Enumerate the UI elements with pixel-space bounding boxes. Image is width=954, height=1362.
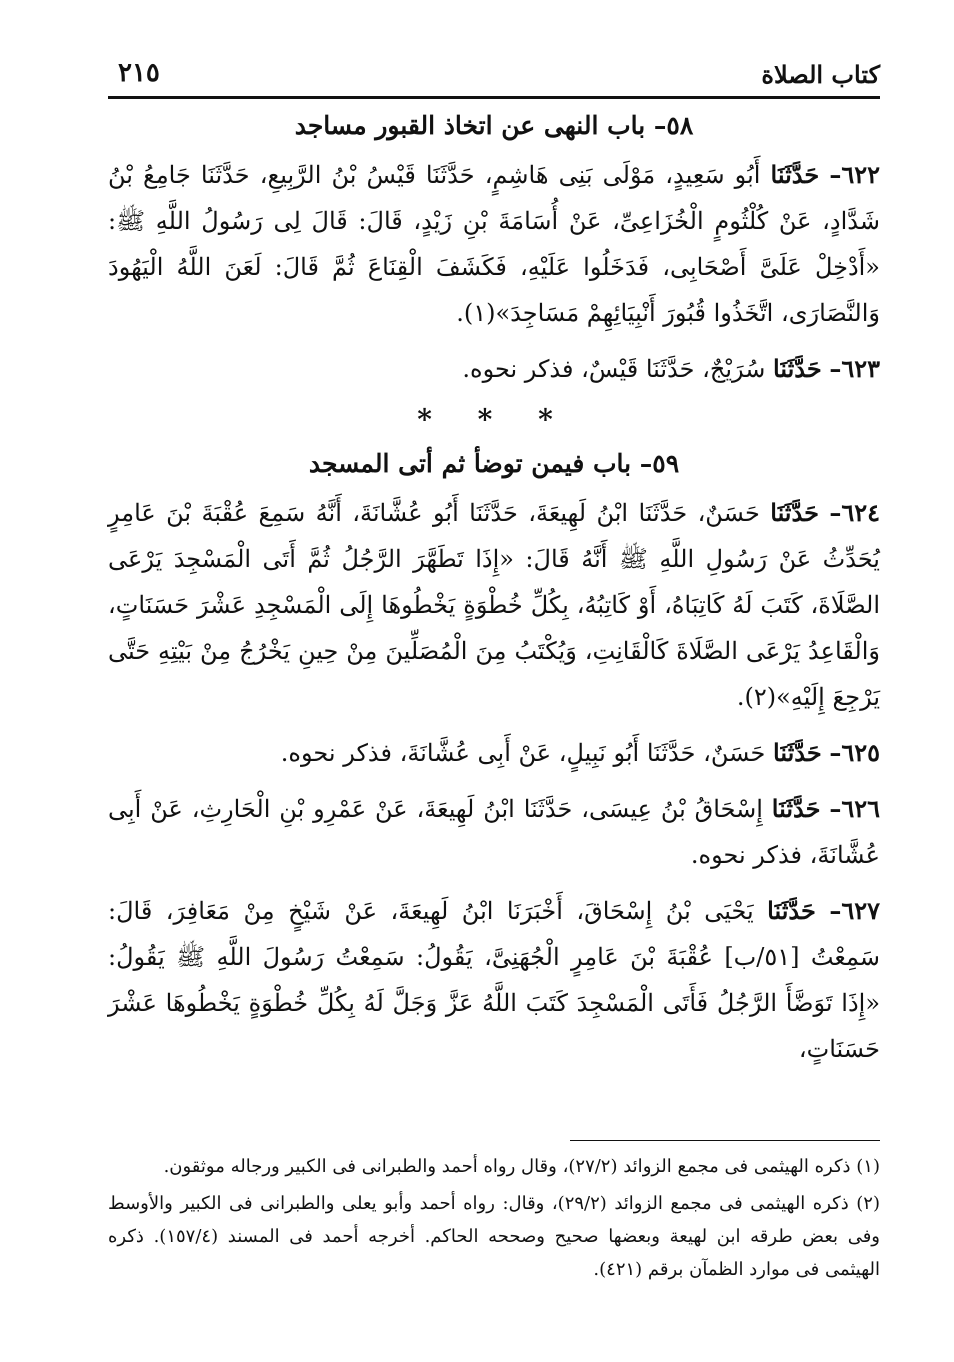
page-number: ٢١٥: [118, 58, 160, 88]
section-separator: * * *: [417, 403, 571, 436]
hadith-number: ٦٢٣–: [829, 354, 880, 383]
footnotes: [108, 1150, 880, 1290]
chain-opener: حَدَّثَنَا: [771, 794, 821, 823]
hadith-627: [108, 888, 880, 1072]
hadith-text: يَحْيَى بْنُ إِسْحَاقَ، أَخْبَرَنَا ابْنُ لَهِيعَةَ، عَنْ شَيْخٍ مِنْ مَعَافِرَ، قَالَ: سَمِعْتُ [٥١/ب] عُقْبَةَ بْنَ عَامِرٍ الْجُهَنِىَّ، يَقُولُ: سَمِعْتُ رَسُولَ اللَّهِ ﷺ يَقُولُ: «إِذَا تَوَضَّأَ الرَّجُلُ فَأَتَى الْمَسْجِدَ كَتَبَ اللَّهُ عَزَّ وَجَلَّ لَهُ بِكُلِّ خُطْوَةٍ يَخْطُوهَا عَشْرَ حَسَنَاتٍ،: [108, 897, 880, 1063]
hadith-text: إِسْحَاقُ بْنُ عِيسَى، حَدَّثَنَا ابْنُ لَهِيعَةَ، عَنْ عَمْرِو بْنِ الْحَارِثِ، عَنْ أَبِى عُشَّانَةَ، فذكر نحوه.: [108, 795, 880, 869]
footnote-2: (٢) ذكره الهيثمى فى مجمع الزوائد (٢٩/٢)، وقال: رواه أحمد وأبو يعلى والطبرانى فى الكبير والأوسط وفى بعض طرقه ابن لهيعة وبعضها صحيح وصححه الحاكم. أخرجه أحمد فى المسند (١٥٧/٤). ذكره الهيثمى فى موارد الظمآن برقم (٤٢١).: [108, 1193, 880, 1280]
chain-opener: حَدَّثَنَا: [770, 498, 819, 527]
chain-opener: حَدَّثَنَا: [767, 896, 816, 925]
chain-opener: حَدَّثَنَا: [773, 354, 822, 383]
footnote-1: (١) ذكره الهيثمى فى مجمع الزوائد (٢٧/٢)، وقال رواه أحمد والطبرانى فى الكبير ورجاله موثقون.: [163, 1156, 880, 1177]
chapter-heading-59: ٥٩– باب فيمن توضأ ثم أتى المسجد: [308, 449, 680, 478]
main-text: [108, 102, 880, 1082]
hadith-text: حَسَنٌ، حَدَّثَنَا ابْنُ لَهِيعَةَ، حَدَّثَنَا أَبُو عُشَّانَةَ، أَنَّهُ سَمِعَ عُقْبَةَ بْنَ عَامِرٍ يُحَدِّثُ عَنْ رَسُولِ اللَّهِ ﷺ أَنَّهُ قَالَ: «إِذَا تَطَهَّرَ الرَّجُلُ ثُمَّ أَتَى الْمَسْجِدَ يَرْعَى الصَّلَاةَ، كَتَبَ لَهُ كَاتِبَاهُ، أَوْ كَاتِبُهُ، بِكُلِّ خُطْوَةٍ يَخْطُوهَا إِلَى الْمَسْجِدِ عَشْرَ حَسَنَاتٍ، وَالْقَاعِدُ يَرْعَى الصَّلَاةَ كَالْقَانِتِ، وَيُكْتَبُ مِنَ الْمُصَلِّينَ مِنْ حِينِ يَخْرُجُ مِنْ بَيْتِهِ حَتَّى يَرْجِعَ إِلَيْهِ»(٢).: [108, 499, 880, 711]
hadith-number: ٦٢٧–: [829, 896, 880, 925]
page-header: [108, 56, 880, 99]
chain-opener: حَدَّثَنَا: [770, 160, 820, 189]
hadith-626: [108, 786, 880, 878]
hadith-625: [108, 730, 880, 776]
running-chapter-title: كتاب الصلاة: [761, 60, 880, 89]
hadith-number: ٦٢٤–: [829, 498, 881, 527]
hadith-number: ٦٢٢–: [829, 160, 880, 189]
hadith-text: حَسَنٌ، حَدَّثَنَا أَبُو نَبِيلٍ، عَنْ أَبِى عُشَّانَةَ، فذكر نحوه.: [280, 739, 774, 767]
footnote-divider: [570, 1140, 880, 1141]
hadith-624: [108, 490, 880, 720]
hadith-623: [108, 346, 880, 392]
hadith-622: [108, 152, 880, 336]
hadith-text: سُرَيْجٌ، حَدَّثَنَا قَيْسٌ، فذكر نحوه.: [462, 355, 774, 383]
chain-opener: حَدَّثَنَا: [773, 738, 822, 767]
hadith-number: ٦٢٦–: [829, 794, 880, 823]
chapter-heading-58: ٥٨– باب النهى عن اتخاذ القبور مساجد: [294, 111, 694, 140]
hadith-number: ٦٢٥–: [829, 738, 880, 767]
hadith-text: أَبُو سَعِيدٍ، مَوْلَى بَنِى هَاشِمٍ، حَدَّثَنَا قَيْسُ بْنُ الرَّبِيعِ، حَدَّثَنَا جَامِعُ بْنُ شَدَّادٍ، عَنْ كُلْثُومٍ الْخُزَاعِىِّ، عَنْ أُسَامَةَ بْنِ زَيْدٍ، قَالَ: قَالَ لِى رَسُولُ اللَّهِ ﷺ: «أَدْخِلْ عَلَىَّ أَصْحَابِى، فَدَخَلُوا عَلَيْهِ، فَكَشَفَ الْقِنَاعَ ثُمَّ قَالَ: لَعَنَ اللَّهُ الْيَهُودَ وَالنَّصَارَى، اتَّخَذُوا قُبُورَ أَنْبِيَائِهِمْ مَسَاجِدَ»(١).: [108, 161, 880, 327]
